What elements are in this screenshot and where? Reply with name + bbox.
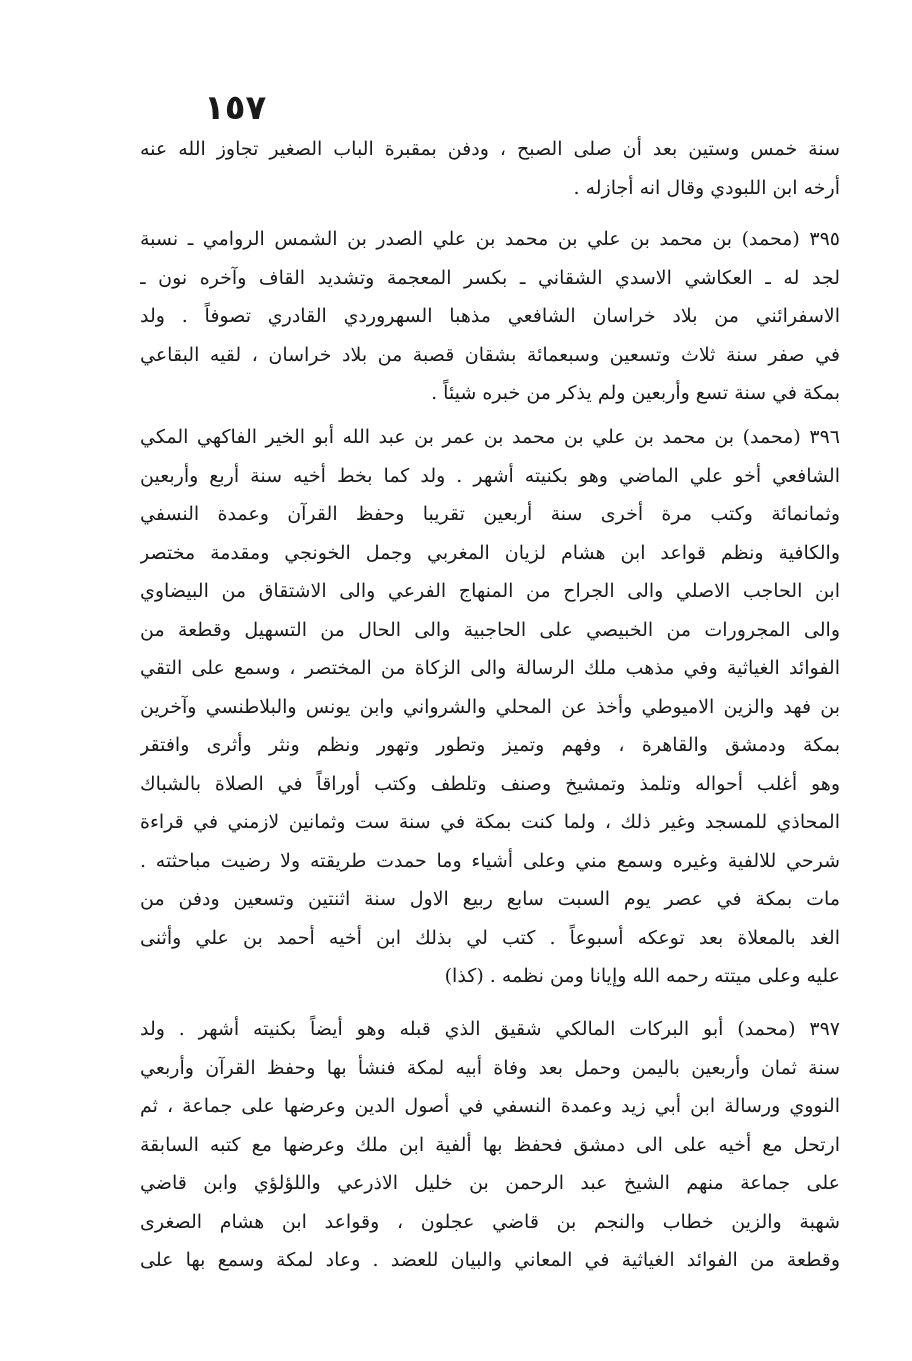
- text-line: سنة خمس وستين بعد أن صلى الصبح ، ودفن بمقبرة الباب الصغير تجاوز الله عنه: [140, 138, 840, 160]
- text-line: المحاذي للمسجد وغير ذلك ، ولما كنت بمكة في سنة ست وثمانين لازمني في قراءة: [140, 811, 840, 833]
- text-line: الفوائد الغياثية وفي مذهب ملك الرسالة والى الزكاة من المختصر ، وسمع على التقي: [140, 657, 840, 679]
- text-line: ٣٩٧ (محمد) أبو البركات المالكي شقيق الذي قبله وهو أيضاً بكنيته أشهر . ولد: [140, 1018, 840, 1040]
- text-line: والكافية ونظم قواعد ابن هشام لزيان المغربي وجمل الخونجي ومقدمة مختصر: [140, 541, 840, 564]
- text-line: مات بمكة في عصر يوم السبت سابع ربيع الاول سنة اثنتين وتسعين ودفن من: [140, 888, 840, 910]
- text-line: بمكة ودمشق والقاهرة ، وفهم وتميز وتطور وتهور ونظم ونثر وأثرى وافتقر: [140, 734, 840, 756]
- text-line: بمكة في سنة تسع وأربعين ولم يذكر من خبره شيئاً .: [431, 382, 840, 404]
- entry-395: [140, 220, 840, 413]
- text-line: الغد بالمعلاة بعد توعكه أسبوعاً . كتب لي بذلك ابن أخيه أحمد بن علي وأثنى: [140, 926, 840, 949]
- text-line: سنة ثمان وأربعين باليمن وحمل بعد وفاة أبيه لمكة فنشأ بها وحفظ القرآن وأربعي: [140, 1056, 840, 1079]
- text-line: شهبة والزين خطاب والنجم بن قاضي عجلون ، وقواعد ابن هشام الصغرى: [140, 1210, 840, 1233]
- text-line: وهو أغلب أحواله وتلمذ وتمشيخ وصنف وتلطف وكتب أوراقاً في الصلاة بالشباك: [140, 772, 840, 795]
- entry-397: [140, 1010, 840, 1280]
- text-line: ٣٩٥ (محمد) بن محمد بن علي بن محمد بن علي الصدر بن الشمس الروامي ـ نسبة: [140, 228, 840, 250]
- text-line: وثمانمائة وكتب مرة أخرى سنة أربعين تقريبا وحفظ القرآن وعمدة النسفي: [140, 503, 840, 525]
- text-line: أرخه ابن اللبودي وقال انه أجازله .: [573, 176, 840, 199]
- text-line: وقطعة من الفوائد الغياثية في المعاني والبيان للعضد . وعاد لمكة وسمع بها على: [140, 1249, 840, 1271]
- text-line: والى المجرورات من الخبيصي على الحاجبية والى الحال من التسهيل وقطعة من: [140, 618, 840, 641]
- text-line: في صفر سنة ثلاث وتسعين وسبعمائة بشقان قصبة من بلاد خراسان ، لقيه البقاعي: [140, 343, 840, 366]
- page-number: ١٥٧: [204, 88, 267, 128]
- text-line: ارتحل مع أخيه على الى دمشق فحفظ بها ألفية ابن ملك وعرضها مع كتبه السابقة: [140, 1133, 840, 1156]
- text-line: الاسفرائني من بلاد خراسان الشافعي مذهبا السهروردي القادري تصوفاً . ولد: [140, 305, 840, 327]
- text-line: لجد له ـ العكاشي الاسدي الشقاني ـ بكسر المعجمة وتشديد القاف وآخره نون ـ: [140, 266, 840, 289]
- text-line: عليه وعلى ميتته رحمه الله وإيانا ومن نظمه . (كذا): [444, 965, 840, 987]
- text-line: ابن الحاجب الاصلي والى الجراح من المنهاج الفرعي والى الاشتقاق من البيضاوي: [140, 580, 840, 602]
- text-line: النووي ورسالة ابن أبي زيد وعمدة النسفي في أصول الدين وعرضها على جماعة ، ثم: [140, 1095, 840, 1117]
- text-line: على جماعة منهم الشيخ عبد الرحمن بن خليل الاذرعي واللؤلؤي وابن قاضي: [140, 1172, 840, 1194]
- entry-continuation: [140, 130, 840, 207]
- text-line: ٣٩٦ (محمد) بن محمد بن علي بن محمد بن عمر بن عبد الله أبو الخير الفاكهي المكي: [140, 426, 840, 448]
- text-line: الشافعي أخو علي الماضي وهو بكنيته أشهر . ولد كما بخط أخيه سنة أربع وأربعين: [140, 464, 840, 487]
- entry-396: [140, 418, 840, 996]
- text-line: بن فهد والزين الاميوطي وأخذ عن المحلي والشرواني وابن يونس والبلاطنسي وآخرين: [140, 695, 840, 718]
- text-line: شرحي للالفية وغيره وسمع مني وعلى أشياء وما حمدت طريقته ولا رضيت مباحثته .: [140, 849, 840, 872]
